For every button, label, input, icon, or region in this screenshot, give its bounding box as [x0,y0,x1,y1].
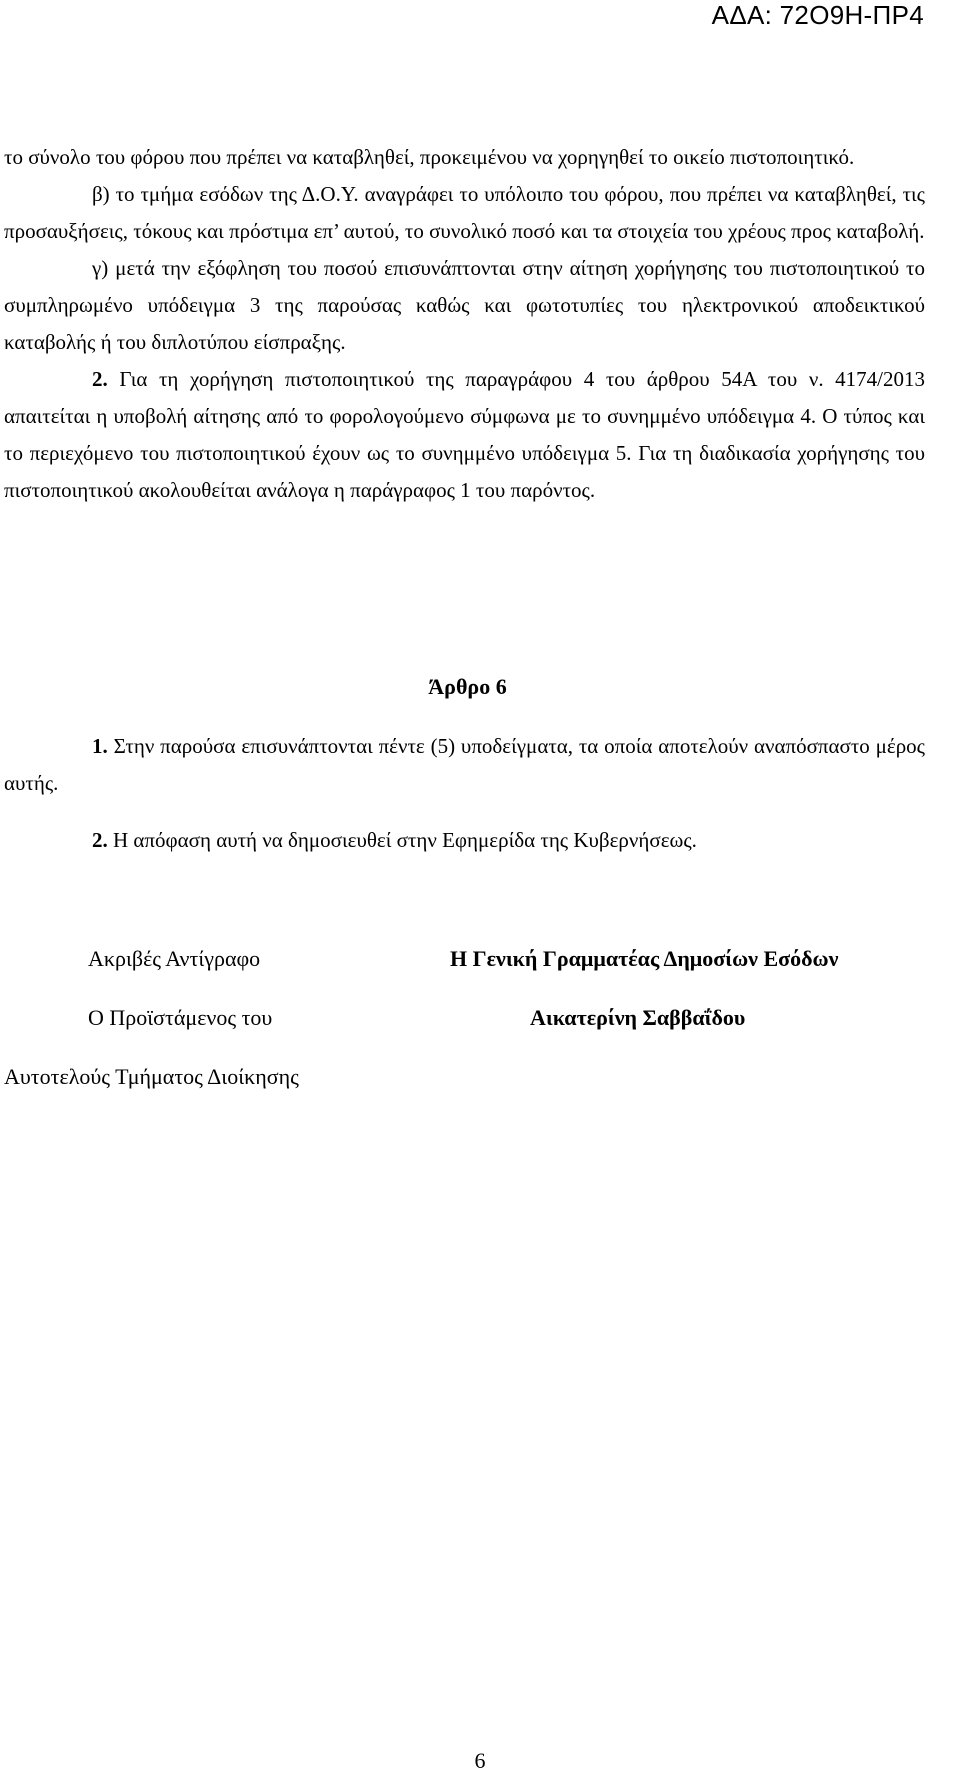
signature-left-line-3: Αυτοτελούς Τμήματος Διοίκησης [4,1064,299,1089]
article-paragraph-2 [4,822,925,859]
page-number: 6 [474,1748,486,1773]
signature-right-name: Αικατερίνη Σαββαΐδου [530,1005,746,1030]
article-paragraph-1-number: 1. [92,734,108,758]
body-text [4,139,925,509]
signature-left-line-2: Ο Προϊστάμενος του [88,1005,273,1030]
paragraph-b: β) το τμήμα εσόδων της Δ.Ο.Υ. αναγράφει το υπόλοιπο του φόρου, που πρέπει να καταβληθεί, τις προσαυξήσεις, τόκους και πρόστιμα επ’ αυτού, το συνολικό ποσό και τα στοιχεία του χρέους προς καταβολή. [4,182,925,243]
signature-left-line-1: Ακριβές Αντίγραφο [88,946,261,971]
article-paragraph-2-number: 2. [92,828,108,852]
article-title: Άρθρο 6 [428,674,507,699]
article-paragraph-1-text: Στην παρούσα επισυνάπτονται πέντε (5) υποδείγματα, τα οποία αποτελούν αναπόσπαστο μέρος αυτής. [4,734,925,795]
paragraph-c: γ) μετά την εξόφληση του ποσού επισυνάπτονται στην αίτηση χορήγησης του πιστοποιητικού το συμπληρωμένο υπόδειγμα 3 της παρούσας καθώς και φωτοτυπίες του ηλεκτρονικού αποδεικτικού καταβολής ή του διπλοτύπου είσπραξης. [4,256,925,354]
paragraph-continuation: το σύνολο του φόρου που πρέπει να καταβληθεί, προκειμένου να χορηγηθεί το οικείο πιστοποιητικό. [4,145,855,169]
paragraph-2 [4,361,925,509]
article-body [4,728,925,859]
article-paragraph-2-text: Η απόφαση αυτή να δημοσιευθεί στην Εφημερίδα της Κυβερνήσεως. [107,828,697,852]
paragraph-2-number: 2. [92,367,108,391]
document-code: ΑΔΑ: 72Ο9Η-ΠΡ4 [711,0,924,30]
article-paragraph-1 [4,728,925,802]
paragraph-2-text: Για τη χορήγηση πιστοποιητικού της παραγράφου 4 του άρθρου 54Α του ν. 4174/2013 απαιτείται η υποβολή αίτησης από το φορολογούμενο σύμφωνα με το συνημμένο υπόδειγμα 4. Ο τύπος και το περιεχόμενο του πιστοποιητικού έχουν ως το συνημμένο υπόδειγμα 5. Για τη διαδικασία χορήγησης του πιστοποιητικού ακολουθείται ανάλογα η παράγραφος 1 του παρόντος. [4,367,925,502]
signature-right-title: Η Γενική Γραμματέας Δημοσίων Εσόδων [450,946,839,971]
